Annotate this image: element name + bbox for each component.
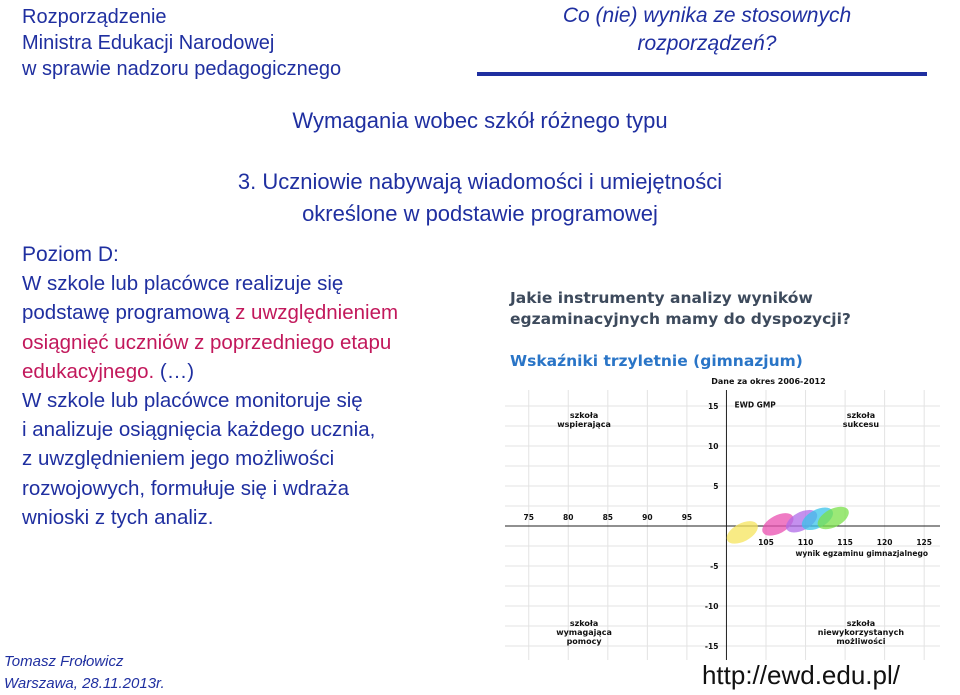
header-divider — [477, 72, 927, 76]
quadrant-label: niewykorzystanych — [817, 628, 905, 637]
x-tick-label: 115 — [837, 538, 853, 547]
body-text — [22, 240, 492, 532]
x-axis-label: wynik egzaminu gimnazjalnego — [795, 549, 928, 558]
y-tick-label: -15 — [704, 642, 719, 651]
y-tick-label: -10 — [704, 602, 719, 611]
slide-subtitle: Wymagania wobec szkół różnego typu — [292, 108, 668, 133]
quadrant-label: wymagająca — [556, 628, 612, 637]
body-highlight: edukacyjnego. — [22, 359, 155, 383]
x-tick-label: 90 — [642, 513, 653, 522]
body-line: rozwojowych, formułuje się i wdraża — [22, 476, 349, 500]
body-line: i analizuje osiągnięcia każdego ucznia, — [22, 418, 376, 442]
data-ellipse — [814, 502, 852, 534]
y-axis-label: EWD GMP — [734, 400, 776, 410]
requirement-line: określone w podstawie programowej — [302, 201, 658, 226]
header-question-line: rozporządzeń? — [637, 32, 777, 55]
header-title-line: Rozporządzenie — [22, 6, 167, 28]
ewd-chart — [470, 280, 940, 660]
header-title-line: Ministra Edukacji Narodowej — [22, 32, 275, 54]
body-line: W szkole lub placówce realizuje się — [22, 272, 344, 296]
x-tick-label: 75 — [523, 513, 534, 522]
header-title-line: w sprawie nadzoru pedagogicznego — [22, 58, 342, 80]
screenshot-heading: Wskaźniki trzyletnie (gimnazjum) — [510, 352, 803, 370]
screenshot-question-line: egzaminacyjnych mamy do dyspozycji? — [510, 310, 851, 328]
y-tick-label: -5 — [710, 562, 719, 571]
body-line — [22, 298, 492, 327]
x-tick-label: 80 — [563, 513, 574, 522]
x-tick-label: 120 — [876, 538, 893, 547]
body-line: W szkole lub placówce monitoruje się — [22, 389, 363, 413]
x-tick-label: 110 — [797, 538, 814, 547]
footer-author — [4, 651, 165, 695]
quadrant-label: szkoła — [846, 619, 876, 628]
body-highlight-line: osiągnięć uczniów z poprzedniego etapu — [22, 330, 392, 354]
quadrant-label: szkoła — [569, 619, 599, 628]
x-tick-label: 85 — [602, 513, 614, 522]
requirement-line: 3. Uczniowie nabywają wiadomości i umiejętności — [237, 169, 723, 194]
body-fragment: podstawę programową — [22, 301, 230, 325]
body-fragment: (…) — [154, 359, 195, 383]
quadrant-label: możliwości — [836, 637, 886, 646]
body-line: z uwzględnieniem jego możliwości — [22, 447, 335, 471]
y-tick-label: 10 — [708, 442, 719, 451]
x-tick-label: 105 — [758, 538, 774, 547]
screenshot-question-line: Jakie instrumenty analizy wyników — [510, 289, 813, 307]
y-tick-label: 15 — [708, 402, 719, 411]
y-tick-label: 5 — [713, 482, 719, 491]
body-line — [22, 357, 492, 386]
requirement-heading — [180, 166, 780, 230]
quadrant-label: szkoła — [846, 411, 876, 420]
quadrant-label: szkoła — [569, 411, 599, 420]
chart-title: Dane za okres 2006-2012 — [711, 377, 826, 386]
header-title — [22, 4, 341, 82]
x-tick-label: 125 — [916, 538, 933, 547]
level-heading: Poziom D: — [22, 243, 119, 266]
quadrant-label: sukcesu — [842, 420, 880, 429]
body-highlight: z uwzględnieniem — [229, 301, 399, 325]
quadrant-label: wspierająca — [557, 420, 611, 429]
header-question-line: Co (nie) wynika ze stosownych — [562, 4, 852, 27]
quadrant-label: pomocy — [566, 637, 602, 646]
header-question — [502, 2, 912, 58]
embedded-screenshot — [470, 280, 940, 660]
body-line: wnioski z tych analiz. — [22, 505, 214, 529]
footer-url-link[interactable]: http://ewd.edu.pl/ — [701, 660, 900, 690]
data-ellipse — [723, 516, 761, 548]
place-date: Warszawa, 28.11.2013r. — [4, 675, 165, 692]
author-name: Tomasz Frołowicz — [4, 653, 124, 670]
x-tick-label: 95 — [681, 513, 693, 522]
